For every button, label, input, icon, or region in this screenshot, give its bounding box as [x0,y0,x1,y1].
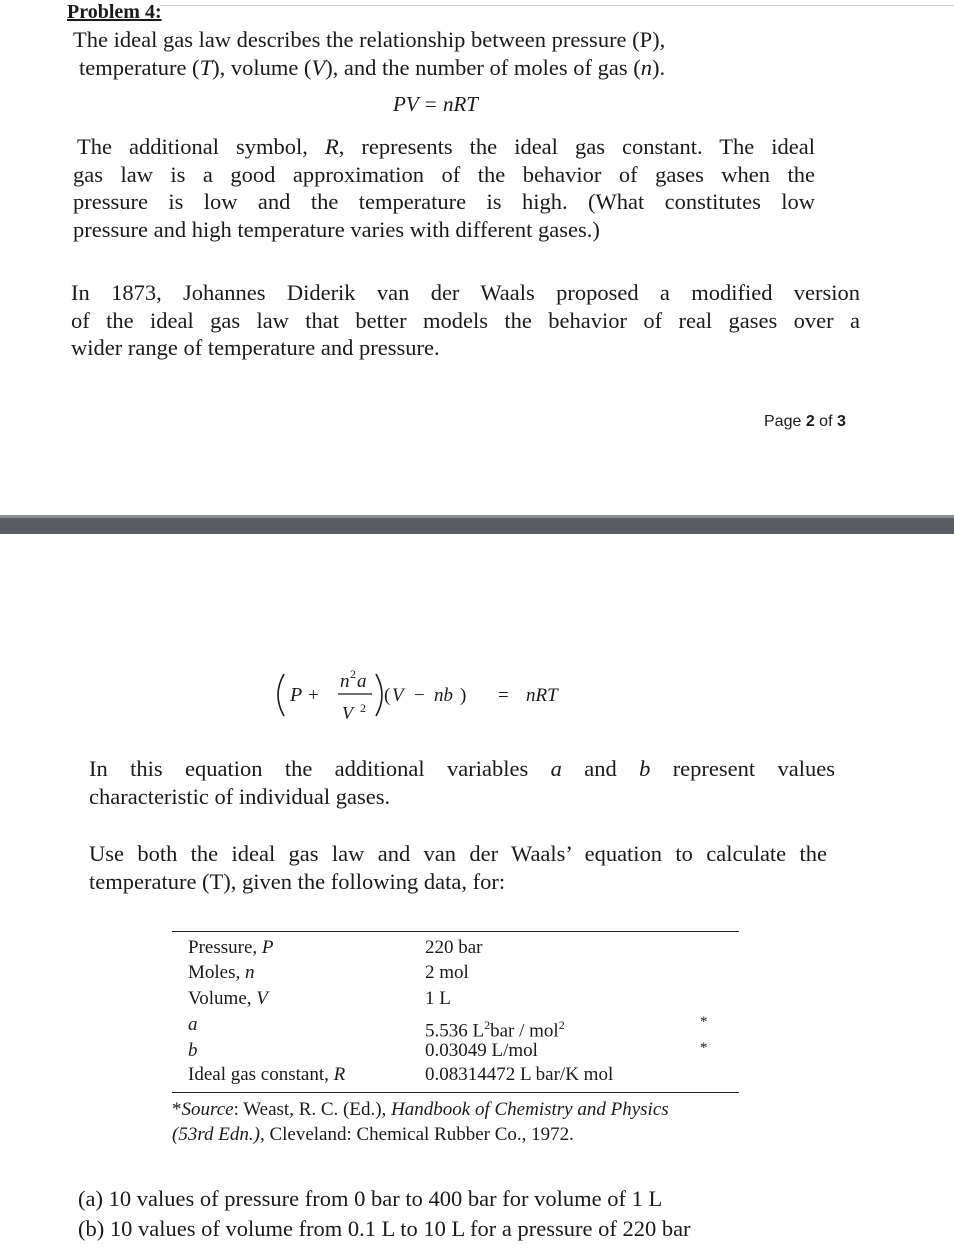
eq-equals: = [498,685,509,706]
para5-line-1: Use both the ideal gas law and van der Waals’ equation to calculate the [89,841,827,866]
eq-num-a: a [357,671,367,692]
table-top-rule [172,931,739,932]
para3-line-3: wider range of temperature and pressure. [71,335,440,360]
table-source-marker-a: * [700,1014,708,1030]
table-value-pressure: 220 bar [425,937,483,958]
eq-nb: nb [434,685,453,706]
task-a: (a) 10 values of pressure from 0 bar to 400 bar for volume of 1 L [78,1186,663,1211]
para2-line-3: pressure is low and the temperature is high. (What constitutes low [73,189,815,214]
table-label-pressure: Pressure, P [188,937,274,958]
eq-num-n: n [340,671,350,692]
table-value-a: 5.536 $L^2bar / mol^2$ [425,1018,565,1042]
para3-line-1: In 1873, Johannes Diderik van der Waals proposed a modified version [71,280,860,305]
para2-line-4: pressure and high temperature varies with different gases.) [73,216,600,242]
eq-open-paren: ( [384,685,391,706]
variables-paragraph [89,755,835,810]
gas-constant-paragraph [73,133,815,243]
eq-close-paren: ) [460,685,467,706]
eq-num-exp: 2 [350,667,356,681]
para5-line-2: temperature (T), given the following data, for: [89,868,506,894]
left-paren-close [376,674,382,716]
para3-line-2: of the ideal gas law that better models the behavior of real gases over a [71,307,860,333]
page-number: Page 2 of 3 [764,413,846,430]
van-der-waals-paragraph [71,279,860,362]
eq-P: P [290,684,303,706]
table-value-b: 0.03049 L/mol [425,1040,538,1061]
table-value-volume: 1 L [425,988,451,1009]
table-bottom-rule [172,1092,739,1093]
ideal-gas-equation: PV = nRT [393,92,478,116]
table-label-gas-constant: Ideal gas constant, R [188,1064,346,1085]
para2-line-2: gas law is a good approximation of the behavior of gases when the [73,161,815,187]
page-break-highlight [0,515,954,518]
para4-line-1: In this equation the additional variables a and b represent values [89,756,835,781]
problem-title: Problem 4: [67,1,162,23]
para4-line-2: characteristic of individual gases. [89,783,391,809]
table-value-gas-constant: 0.08314472 L bar/K mol [425,1064,614,1085]
eq-den-exp: 2 [360,701,366,715]
top-rule [160,5,954,6]
table-label-b: b [188,1040,198,1061]
table-source-marker-b: * [700,1040,708,1056]
table-label-volume: Volume, V [188,988,268,1009]
eq-V: V [392,685,404,706]
eq-plus: + [308,685,319,706]
left-paren-open [278,674,284,716]
eq-rhs: nRT [526,685,558,706]
task-b: (b) 10 values of volume from 0.1 L to 10 L for a pressure of 220 bar [78,1216,691,1241]
intro-line-1: The ideal gas law describes the relationship between pressure (P), [73,27,666,52]
intro-paragraph [73,26,773,81]
intro-line-2: temperature (T), volume (V), and the number of moles of gas (n). [79,54,666,80]
table-value-moles: 2 mol [425,962,469,983]
eq-minus: − [414,685,425,706]
table-source-note: *Source: Weast, R. C. (Ed.), Handbook of Chemistry and Physics (53rd Edn.), Cleveland: Chemical Rubber Co., 1972. [172,1099,669,1145]
eq-den-V: V [342,703,353,723]
table-label-moles: Moles, n [188,962,255,983]
van-der-waals-equation [270,660,600,730]
para2-line-1: The additional symbol, R, represents the ideal gas constant. The ideal [77,134,815,159]
table-label-a: a [188,1014,198,1035]
instruction-paragraph [89,840,827,895]
